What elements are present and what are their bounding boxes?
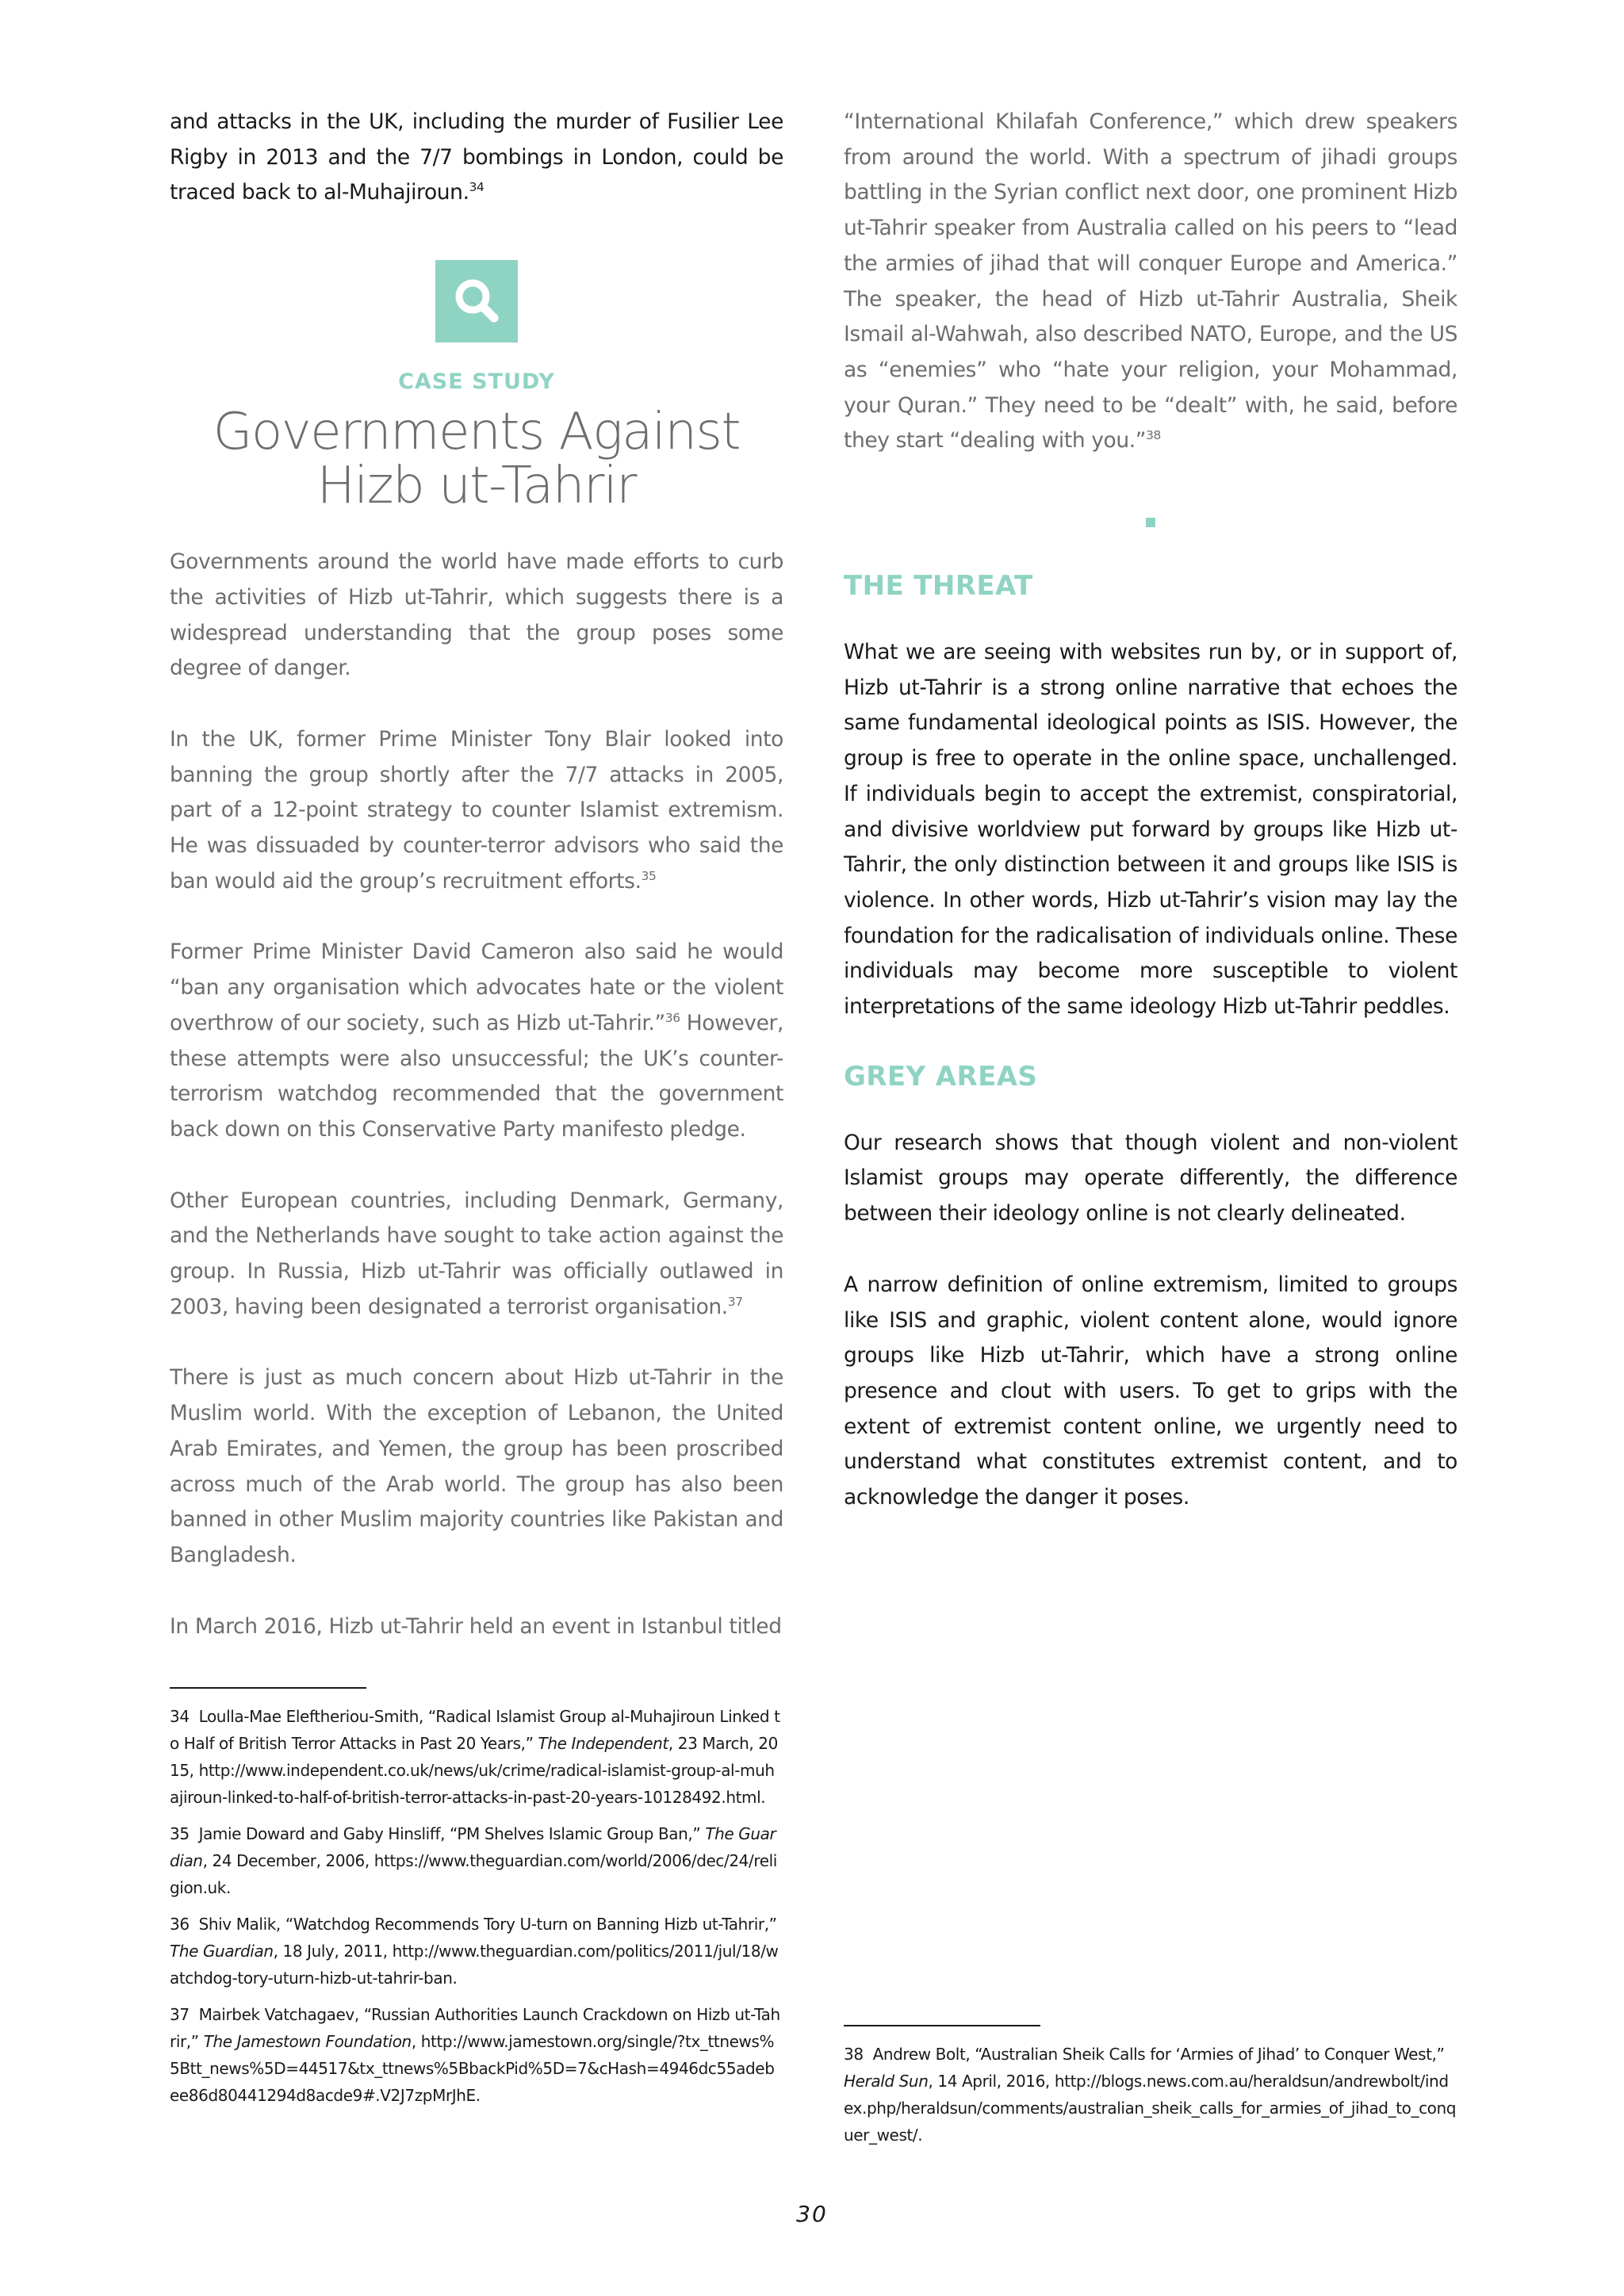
case-paragraph-5: There is just as much concern about Hizb ut-Tahrir in the Muslim world. With the exception of Lebanon, the United Arab Emirates, and Yemen, the group has been proscribed across much of the Arab world. The group has also been banned in other Muslim majority countries like Pakistan and Bangladesh. (170, 1365, 783, 1567)
case-study-title-line2: Hizb ut-Tahrir (316, 457, 637, 516)
case-paragraph-2: In the UK, former Prime Minister Tony Blair looked into banning the group shortly after the 7/7 attacks in 2005, part of a 12-point strategy to counter Islamist extremism. He was dissuaded by counter-terror advisors who said the ban would aid the group’s recruitment efforts.$^{35}$ (170, 726, 783, 894)
case-paragraph-continued: “International Khilafah Conference,” which drew speakers from around the world. With a spectrum of jihadi groups battling in the Syrian conflict next door, one prominent Hizb ut-Tahrir speaker from Australia called on his peers to “lead the armies of jihad that will conquer Europe and America.” The speaker, the head of Hizb ut-Tahrir Australia, Sheik Ismail al-Wahwah, also described NATO, Europe, and the US as “enemies” who “hate your religion, your Mohammad, your Quran.” They need to be “dealt” with, he said, before they start “dealing with you.”$^{38}$ (844, 109, 1457, 453)
case-study-block (170, 260, 783, 516)
grey-areas-paragraph-1: Our research shows that though violent and non-violent Islamist groups may operate differently, the difference between their ideology online is not clearly delineated. (844, 1130, 1457, 1226)
left-column (170, 105, 783, 1680)
case-study-title-line1: Governments Against (213, 403, 741, 462)
magnifier-icon (435, 260, 518, 342)
case-paragraph-1: Governments around the world have made efforts to curb the activities of Hizb ut-Tahrir, which suggests there is a widespread understanding that the group poses some degree of danger. (170, 549, 783, 681)
footnote-37: 37 Mairbek Vatchagaev, “Russian Authorities Launch Crackdown on Hizb ut-Tahrir,” The Jamestown Foundation, http://www.jamestown.org/single/?tx_ttnews%5Btt_news%5D=44517&tx_ttnews%5BbackPid%5D=7&cHash=4946dc55adebee86d80441294d8acde9#.V2J7zpMrJhE. (170, 2005, 780, 2105)
footnotes-right (844, 2041, 1457, 2158)
footnote-36: 36 Shiv Malik, “Watchdog Recommends Tory U-turn on Banning Hizb ut-Tahrir,” The Guardian, 18 July, 2011, http://www.theguardian.com/politics/2011/jul/18/watchdog-tory-uturn-hizb-ut-tahrir-ban. (170, 1915, 779, 1988)
footnote-ref-37[interactable]: 37 (727, 1294, 743, 1309)
case-paragraph-3: Former Prime Minister David Cameron also said he would “ban any organisation which advocates hate or the violent overthrow of our society, such as Hizb ut-Tahrir.”$^{36}$ However, these attempts were also unsuccessful; the UK’s counter-terrorism watchdog recommended that the government back down on this Conservative Party manifesto pledge. (170, 939, 784, 1142)
page-number: 30 (796, 2201, 828, 2227)
footnote-rule-left (170, 1687, 366, 1689)
footnote-rule-right (844, 2025, 1040, 2026)
footnote-ref-36[interactable]: 36 (665, 1011, 680, 1026)
section-heading-threat: THE THREAT (844, 570, 1033, 603)
footnote-35: 35 Jamie Doward and Gaby Hinsliff, “PM Shelves Islamic Group Ban,” The Guardian, 24 December, 2006, https://www.theguardian.com/world/2006/dec/24/religion.uk. (170, 1824, 777, 1897)
right-column (844, 105, 1457, 1552)
case-paragraph-6: In March 2016, Hizb ut-Tahrir held an event in Istanbul titled (170, 1613, 782, 1639)
footnote-ref-34[interactable]: 34 (469, 180, 485, 195)
case-study-title (170, 403, 783, 516)
footnotes-left (170, 1703, 783, 2118)
footnote-ref-35[interactable]: 35 (641, 868, 657, 883)
case-paragraph-4: Other European countries, including Denmark, Germany, and the Netherlands have sought to take action against the group. In Russia, Hizb ut-Tahrir was officially outlawed in 2003, having been designated a terrorist organisation.$^{37}$ (170, 1188, 783, 1319)
section-divider (1146, 518, 1155, 527)
section-heading-grey-areas: GREY AREAS (844, 1060, 1038, 1093)
footnote-ref-38[interactable]: 38 (1146, 428, 1161, 443)
threat-paragraph: What we are seeing with websites run by, or in support of, Hizb ut-Tahrir is a strong online narrative that echoes the same fundamental ideological points as ISIS. However, the group is free to operate in the online space, unchallenged. If individuals begin to accept the extremist, conspiratorial, and divisive worldview put forward by groups like Hizb ut-Tahrir, the only distinction between it and groups like ISIS is violence. In other words, Hizb ut-Tahrir’s vision may lay the foundation for the radicalisation of individuals online. These individuals may become more susceptible to violent interpretations of the same ideology Hizb ut-Tahrir peddles. (844, 640, 1457, 1020)
footnote-34: 34 Loulla-Mae Eleftheriou-Smith, “Radical Islamist Group al-Muhajiroun Linked to Half of British Terror Attacks in Past 20 Years,” The Independent, 23 March, 2015, http://www.independent.co.uk/news/uk/crime/radical-islamist-group-al-muhajiroun-linked-to-half-of-british-terror-attacks-in-past-20-years-10128492.html. (170, 1707, 780, 1807)
intro-paragraph: and attacks in the UK, including the murder of Fusilier Lee Rigby in 2013 and the 7/7 bombings in London, could be traced back to al-Muhajiroun.$^{34}$ (170, 109, 783, 205)
case-study-label: CASE STUDY (398, 369, 555, 395)
footnote-38: 38 Andrew Bolt, “Australian Sheik Calls for ‘Armies of Jihad’ to Conquer West,” Herald Sun, 14 April, 2016, http://blogs.news.com.au/heraldsun/andrewbolt/index.php/heraldsun/comments/australian_sheik_calls_for_armies_of_jihad_to_conquer_west/. (844, 2045, 1457, 2145)
grey-areas-paragraph-2: A narrow definition of online extremism, limited to groups like ISIS and graphic, violent content alone, would ignore groups like Hizb ut-Tahrir, which have a strong online presence and clout with users. To get to grips with the extent of extremist content online, we urgently need to understand what constitutes extremist content, and to acknowledge the danger it poses. (844, 1272, 1457, 1510)
